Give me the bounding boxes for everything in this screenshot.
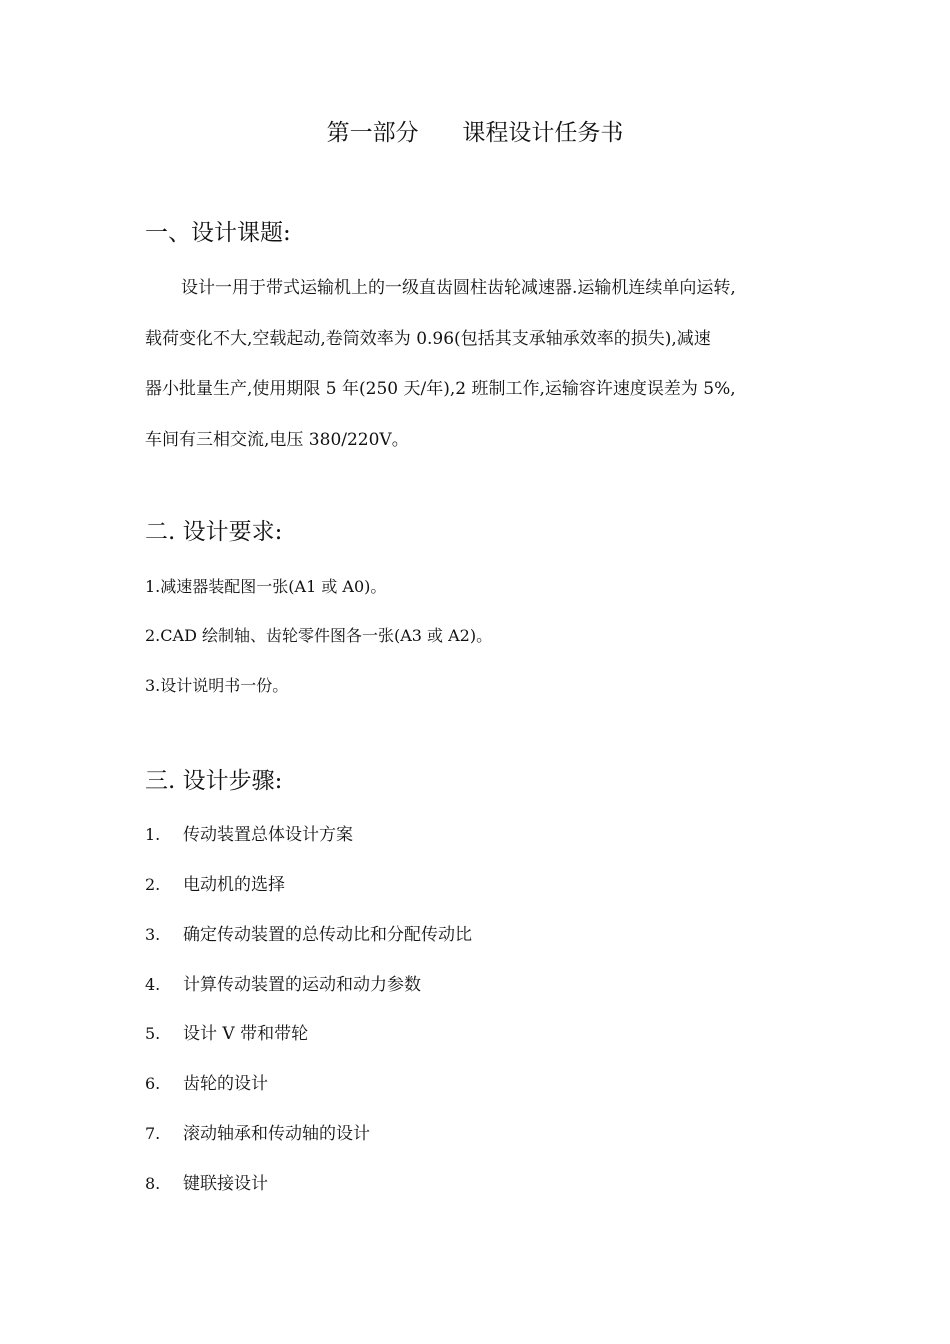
step-text: 滚动轴承和传动轴的设计 [183, 1124, 370, 1144]
paragraph-line: 器小批量生产,使用期限 5 年(250 天/年),2 班制工作,运输容许速度误差为 5%, [145, 379, 736, 399]
step-number: 8. [145, 1174, 161, 1193]
step-text: 计算传动装置的运动和动力参数 [183, 975, 421, 995]
step-number: 5. [145, 1024, 161, 1043]
design-topic-paragraph [145, 263, 825, 465]
paragraph-line: 载荷变化不大,空载起动,卷筒效率为 0.96(包括其支承轴承效率的损失),减速 [145, 328, 711, 349]
paragraph-line: 车间有三相交流,电压 380/220V。 [145, 429, 409, 450]
step-number: 1. [145, 825, 161, 844]
step-text: 齿轮的设计 [183, 1074, 268, 1094]
step-number: 4. [145, 975, 161, 994]
step-text: 键联接设计 [183, 1174, 268, 1194]
step-text: 传动装置总体设计方案 [183, 825, 353, 845]
requirement-item: 3.设计说明书一份。 [145, 676, 289, 695]
step-number: 6. [145, 1074, 161, 1093]
step-item [145, 1121, 370, 1147]
step-item [145, 822, 353, 848]
step-item [145, 972, 421, 998]
section-heading-design-topic: 一、设计课题: [145, 220, 291, 246]
step-item [145, 1021, 308, 1047]
step-number: 7. [145, 1124, 161, 1143]
page-title: 第一部分 课程设计任务书 [326, 120, 624, 146]
requirement-item: 2.CAD 绘制轴、齿轮零件图各一张(A3 或 A2)。 [145, 626, 493, 645]
requirement-item: 1.减速器装配图一张(A1 或 A0)。 [145, 577, 387, 596]
step-item [145, 922, 472, 948]
section-heading-design-requirements: 二. 设计要求: [145, 519, 283, 545]
step-item [145, 1071, 268, 1097]
step-number: 2. [145, 875, 161, 894]
step-item [145, 872, 285, 898]
section-heading-design-steps: 三. 设计步骤: [145, 768, 283, 794]
paragraph-line: 设计一用于带式运输机上的一级直齿圆柱齿轮减速器.运输机连续单向运转, [181, 278, 736, 298]
step-text: 设计 V 带和带轮 [183, 1024, 309, 1044]
step-item [145, 1171, 268, 1197]
step-number: 3. [145, 925, 161, 944]
step-text: 电动机的选择 [183, 875, 285, 895]
step-text: 确定传动装置的总传动比和分配传动比 [183, 925, 472, 945]
